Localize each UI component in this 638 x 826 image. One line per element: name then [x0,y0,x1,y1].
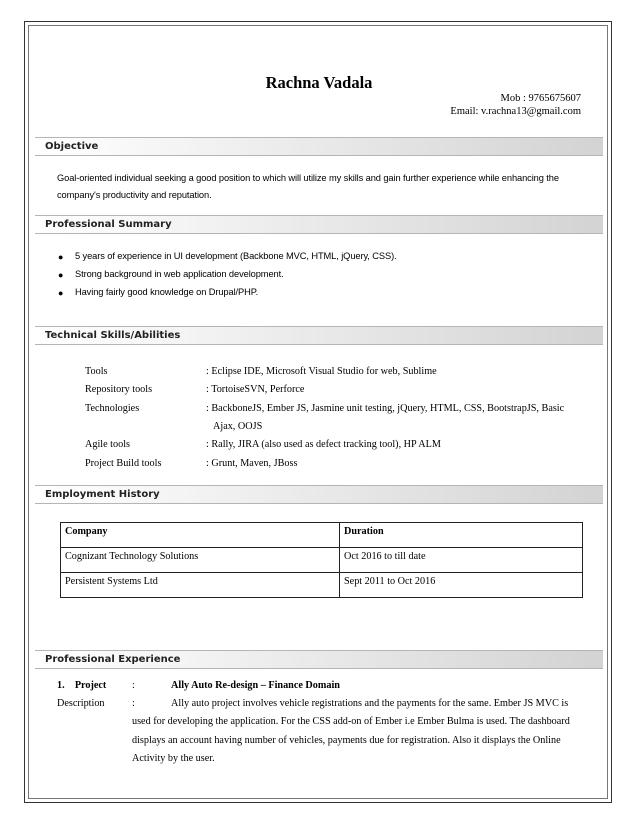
description-line-1: Ally auto project involves vehicle registrations and the payments for the same. Ember JS MVC is [171,698,569,709]
section-header-objective: Objective [35,137,603,156]
description-label: Description [57,698,105,709]
skill-label-agile: Agile tools [85,439,130,450]
duration-cell: Oct 2016 to till date [340,548,583,573]
objective-line-2: company's productivity and reputation. [57,190,212,200]
project-colon: : [132,680,135,691]
objective-line-1: Goal-oriented individual seeking a good position to which will utilize my skills and gain further experience while enhancing the [57,173,559,183]
company-cell: Persistent Systems Ltd [61,573,340,598]
section-header-employment-history: Employment History [35,485,603,504]
skill-value-repository: : TortoiseSVN, Perforce [206,384,305,395]
skill-label-build: Project Build tools [85,458,162,469]
skill-label-repository: Repository tools [85,384,153,395]
project-name: Ally Auto Re-design – Finance Domain [171,680,340,691]
skill-value-build: : Grunt, Maven, JBoss [206,458,298,469]
skill-value-technologies: : BackboneJS, Ember JS, Jasmine unit testing, jQuery, HTML, CSS, BootstrapJS, Basic [206,403,565,414]
description-line-3: displays an account having number of vehicles, payments due for registration. Also it displays the Online [132,735,561,746]
table-header-row [61,523,583,548]
description-line-4: Activity by the user. [132,753,215,764]
duration-cell: Sept 2011 to Oct 2016 [340,573,583,598]
summary-bullet-1: 5 years of experience in UI development (Backbone MVC, HTML, jQuery, CSS). [75,251,397,261]
summary-bullet-2: Strong background in web application development. [75,269,284,279]
description-colon: : [132,698,135,709]
skill-value-technologies-cont: Ajax, OOJS [213,421,263,432]
project-label: 1. Project [57,680,107,691]
email-address: Email: v.rachna13@gmail.com [450,106,581,117]
bullet-icon: ● [58,270,64,280]
section-header-technical-skills: Technical Skills/Abilities [35,326,603,345]
employment-table [60,522,583,598]
summary-bullet-3: Having fairly good knowledge on Drupal/PHP. [75,287,259,297]
table-row [61,573,583,598]
description-line-2: used for developing the application. For the CSS add-on of Ember i.e Ember Bulma is used. The dashboard [132,716,570,727]
candidate-name: Rachna Vadala [265,73,373,92]
section-header-professional-experience: Professional Experience [35,650,603,669]
skill-value-tools: : Eclipse IDE, Microsoft Visual Studio for web, Sublime [206,366,437,377]
bullet-icon: ● [58,252,64,262]
skill-label-technologies: Technologies [85,403,140,414]
table-row [61,548,583,573]
column-header-duration: Duration [340,523,583,548]
mobile-number: Mob : 9765675607 [500,93,581,104]
column-header-company: Company [61,523,340,548]
bullet-icon: ● [58,288,64,298]
skill-label-tools: Tools [85,366,108,377]
section-header-professional-summary: Professional Summary [35,215,603,234]
company-cell: Cognizant Technology Solutions [61,548,340,573]
skill-value-agile: : Rally, JIRA (also used as defect tracking tool), HP ALM [206,439,441,450]
